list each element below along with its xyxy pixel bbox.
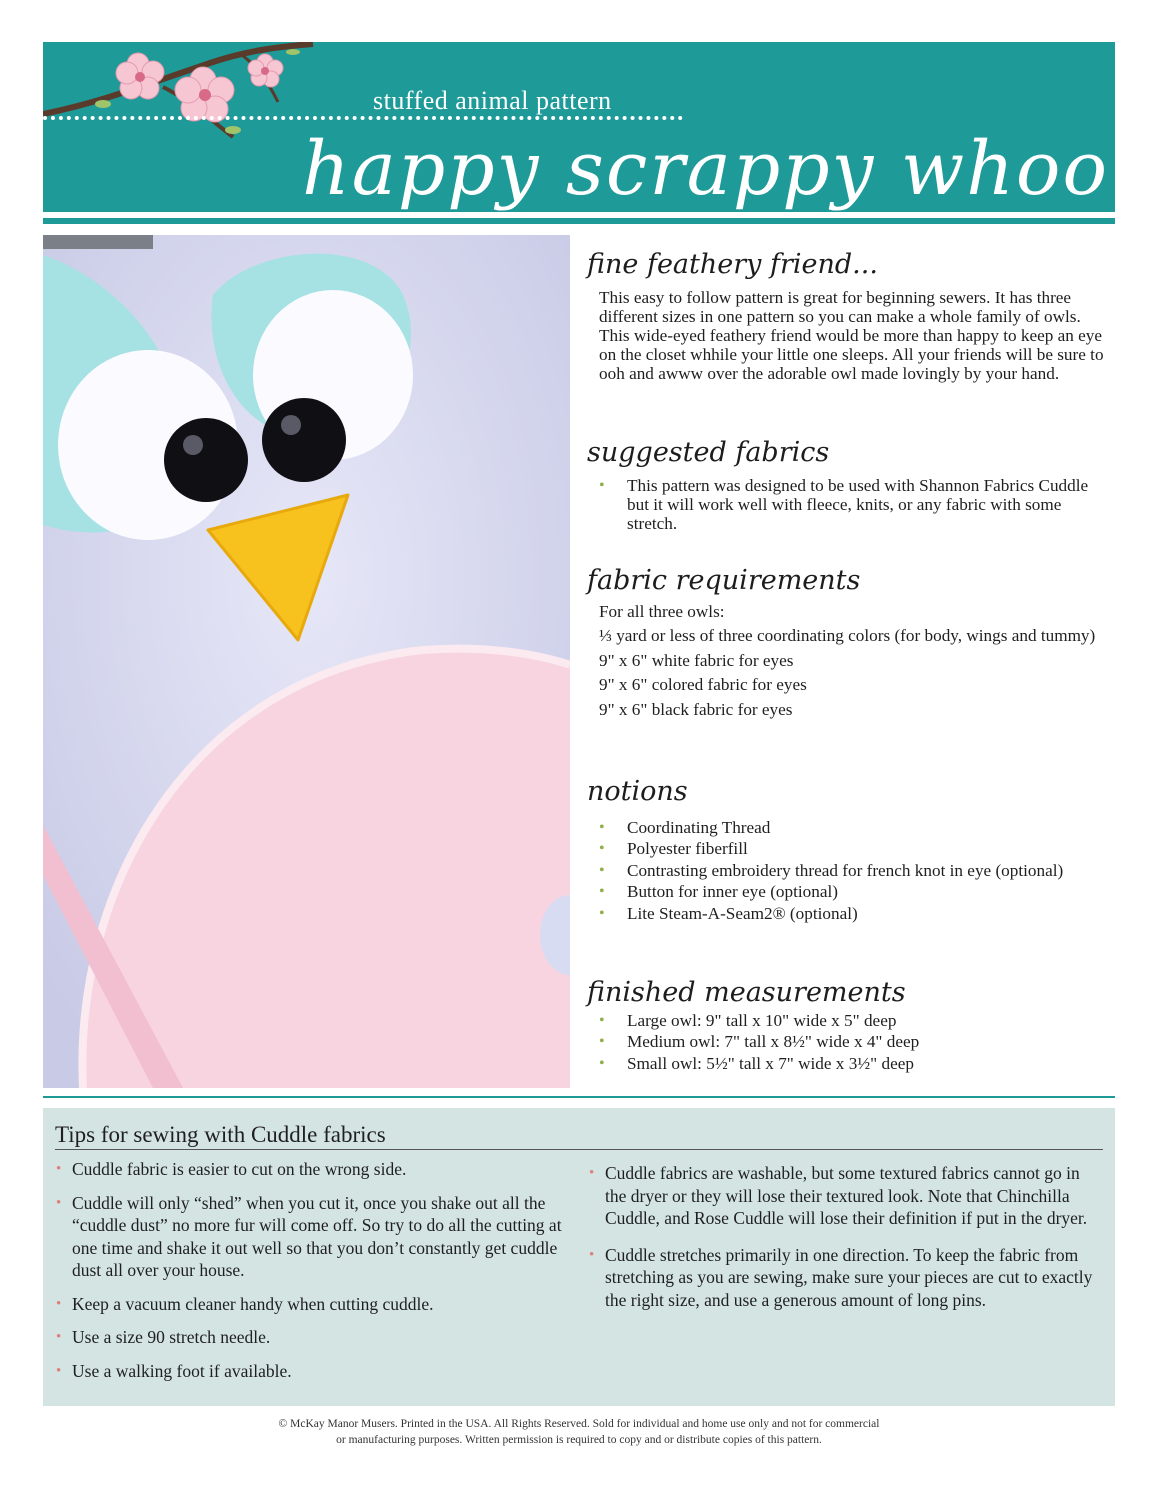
tips-list-right [589,1162,1099,1311]
header-banner [43,42,1115,212]
requirement-line: For all three owls: [599,601,725,621]
cherry-blossom-icon [43,42,333,152]
intro-text: This easy to follow pattern is great for beginning sewers. It has three different sizes in one pattern so you can make a whole family of owls. This wide-eyed feathery friend would be more than happy to keep an eye on the closet whhile your little one sleeps. All your friends will be sure to ooh and awww over the adorable owl made lovingly by your hand. [599,287,1104,383]
fabrics-section [587,438,1112,533]
list-item: • Use a walking foot if available. [56,1360,581,1383]
list-item: • Contrasting embroidery thread for french knot in eye (optional) [599,860,1112,882]
notions-heading: notions [587,776,688,807]
notions-section [587,777,1112,924]
tips-box [43,1108,1115,1406]
list-item: • Keep a vacuum cleaner handy when cutting cuddle. [56,1293,581,1316]
list-item: • Cuddle will only “shed” when you cut it, once you shake out all the “cuddle dust” no more fur will come off. So try to do all the cutting at one time and shake it out well so that you don’t constantly get cuddle dust all over your house. [56,1192,581,1282]
owl-photo-icon [43,235,570,1088]
list-item: • Cuddle stretches primarily in one direction. To keep the fabric from stretching as you are sewing, make sure your pieces are cut to exactly the right size, and use a generous amount of long pins. [589,1244,1099,1312]
copyright-line: or manufacturing purposes. Written permission is required to copy and or distribute copies of this pattern. [336,1434,822,1446]
fabrics-list [599,476,1112,533]
owl-photo [43,235,570,1088]
notions-list [599,817,1112,925]
list-item: • Small owl: 5½" tall x 7" wide x 3½" deep [599,1053,1112,1075]
measurements-section [587,978,1112,1074]
list-item: • Large owl: 9" tall x 10" wide x 5" deep [599,1010,1112,1032]
intro-section [587,250,1112,383]
list-item: • Cuddle fabric is easier to cut on the wrong side. [56,1158,581,1181]
requirements-section [587,566,1112,722]
requirement-line: 9" x 6" white fabric for eyes [599,650,794,670]
tips-title: Tips for sewing with Cuddle fabrics [55,1122,1103,1150]
list-item: • Button for inner eye (optional) [599,881,1112,903]
list-item: • Lite Steam-A-Seam2® (optional) [599,903,1112,925]
page-title: happy scrappy whoo [302,126,1109,212]
requirement-line: 9" x 6" black fabric for eyes [599,699,793,719]
requirements-heading: fabric requirements [587,565,861,596]
list-item: • This pattern was designed to be used with Shannon Fabrics Cuddle but it will work well with fleece, knits, or any fabric with some stretch. [599,476,1112,533]
list-item: • Coordinating Thread [599,817,1112,839]
measurements-heading: finished measurements [587,977,906,1008]
list-item: • Cuddle fabrics are washable, but some textured fabrics cannot go in the dryer or they will lose their textured look. Note that Chinchilla Cuddle, and Rose Cuddle will lose their definition if put in the dryer. [589,1162,1099,1230]
requirement-line: ⅓ yard or less of three coordinating colors (for body, wings and tummy) [599,626,1096,646]
copyright-line: © McKay Manor Musers. Printed in the USA. All Rights Reserved. Sold for individual and home use only and not for commercial [278,1418,880,1430]
tips-list-left [56,1158,581,1382]
list-item: • Use a size 90 stretch needle. [56,1326,581,1349]
list-item: • Polyester fiberfill [599,838,1112,860]
intro-heading: fine feathery friend... [587,249,878,280]
section-divider [43,1096,1115,1098]
pattern-subtitle: stuffed animal pattern [373,86,612,115]
dotted-divider [43,116,683,120]
header-underline [43,218,1115,224]
copyright-footer [0,1416,1158,1448]
list-item: • Medium owl: 7" tall x 8½" wide x 4" deep [599,1031,1112,1053]
fabrics-heading: suggested fabrics [587,437,830,468]
measurements-list [599,1010,1112,1075]
requirement-line: 9" x 6" colored fabric for eyes [599,675,807,695]
